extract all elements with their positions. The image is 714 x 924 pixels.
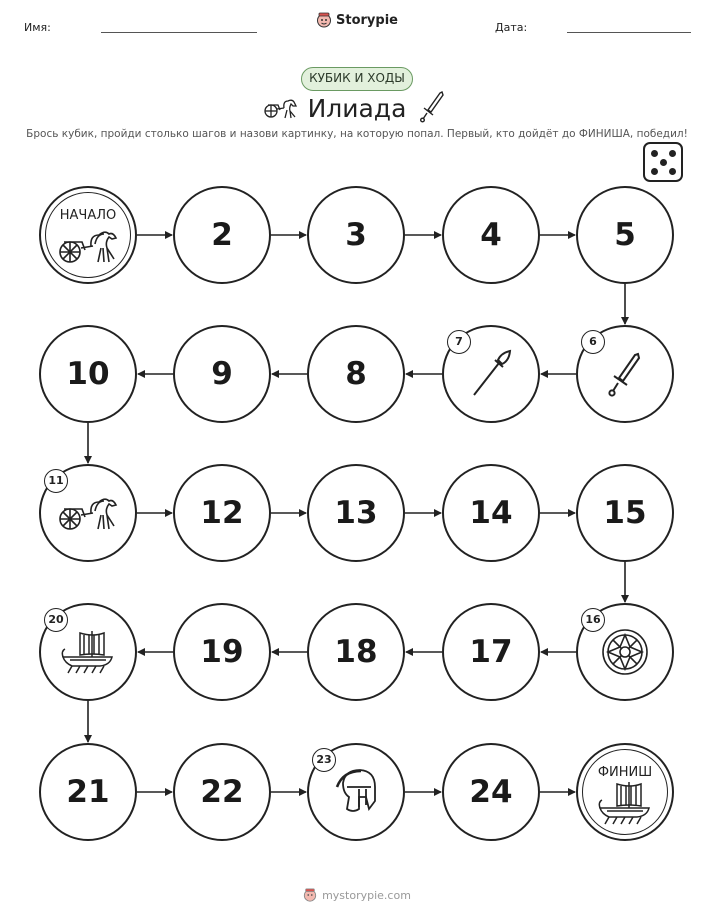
cell-number: 4 [480, 217, 502, 253]
cell-number-badge: 6 [581, 330, 605, 354]
date-label: Дата: [495, 21, 528, 34]
board-cell-13 [307, 464, 405, 562]
board-cell-24 [442, 743, 540, 841]
cell-number-badge: 23 [312, 748, 336, 772]
brand-name: Storypie [336, 12, 398, 28]
board-cell-19 [173, 603, 271, 701]
cell-number: 19 [200, 634, 244, 670]
cell-number: 24 [469, 774, 513, 810]
board-cell-18 [307, 603, 405, 701]
cell-number-badge: 20 [44, 608, 68, 632]
cell-number: 10 [66, 356, 110, 392]
page-title: Илиада [307, 94, 407, 123]
ship-icon [60, 629, 116, 675]
cell-number: 12 [200, 495, 244, 531]
game-type-badge: КУБИК И ХОДЫ [301, 67, 413, 91]
instructions: Брось кубик, пройди столько шагов и назови картинку, на которую попал. Первый, кто дойдёт до ФИНИША, победил! [26, 128, 688, 140]
board-cell-4 [442, 186, 540, 284]
board-cell-17 [442, 603, 540, 701]
sword-icon [608, 351, 642, 397]
board-cell-5 [576, 186, 674, 284]
cell-number-badge: 7 [447, 330, 471, 354]
cell-number: 17 [469, 634, 513, 670]
cell-number: 8 [345, 356, 367, 392]
finish-cell [576, 743, 674, 841]
board-cell-11 [39, 464, 137, 562]
cell-number: 21 [66, 774, 110, 810]
cell-number: 5 [614, 217, 636, 253]
chariot-icon [57, 226, 119, 266]
cell-caption: НАЧАЛО [59, 208, 117, 223]
board-cell-23 [307, 743, 405, 841]
cell-number: 9 [211, 356, 233, 392]
cell-number: 18 [334, 634, 378, 670]
ship-icon [597, 780, 653, 826]
board-cell-8 [307, 325, 405, 423]
cell-number: 13 [334, 495, 378, 531]
board-cell-20 [39, 603, 137, 701]
board-cell-22 [173, 743, 271, 841]
board-cell-10 [39, 325, 137, 423]
board-cell-21 [39, 743, 137, 841]
name-label: Имя: [24, 21, 51, 34]
cell-number-badge: 16 [581, 608, 605, 632]
cell-number: 3 [345, 217, 367, 253]
board-cell-7 [442, 325, 540, 423]
cell-number: 2 [211, 217, 233, 253]
spear-icon [469, 348, 513, 400]
shield-icon [600, 627, 650, 677]
storypie-logo-icon [303, 888, 317, 902]
board-cell-3 [307, 186, 405, 284]
helmet-icon [333, 767, 379, 817]
board-cell-15 [576, 464, 674, 562]
cell-number-badge: 11 [44, 469, 68, 493]
chariot-icon [57, 493, 119, 533]
board-cell-14 [442, 464, 540, 562]
start-cell [39, 186, 137, 284]
cell-caption: ФИНИШ [597, 765, 653, 780]
board-cell-6 [576, 325, 674, 423]
board-cell-12 [173, 464, 271, 562]
board-cell-2 [173, 186, 271, 284]
footer-site: mystorypie.com [322, 888, 411, 902]
board-cell-9 [173, 325, 271, 423]
board-cell-16 [576, 603, 674, 701]
cell-number: 14 [469, 495, 513, 531]
footer [0, 887, 714, 906]
cell-number: 15 [603, 495, 647, 531]
cell-number: 22 [200, 774, 244, 810]
